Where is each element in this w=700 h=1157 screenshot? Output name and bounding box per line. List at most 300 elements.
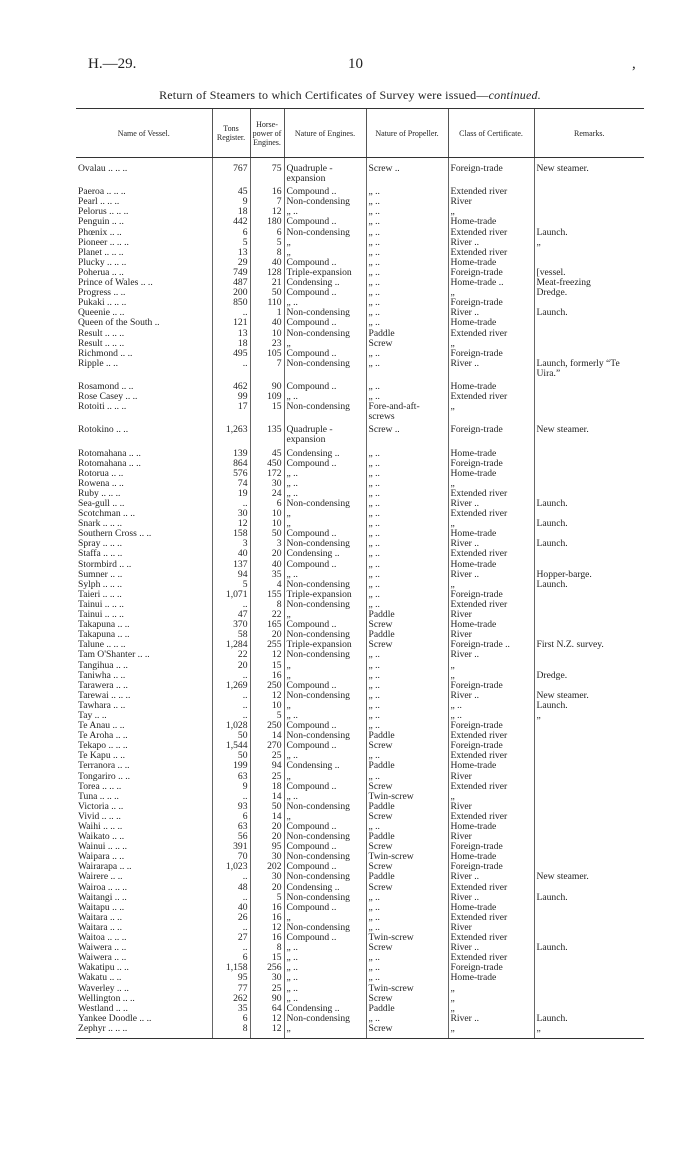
cell-horsepower: 14 [250,812,284,822]
cell-certificate-class: Foreign-trade [448,721,534,731]
cell-tons: 1,284 [212,640,250,650]
cell-horsepower: 10 [250,509,284,519]
cell-remarks [534,248,644,258]
cell-vessel-name: Waihi .. .. .. [78,822,123,832]
cell-vessel-name: Queen of the South .. [78,318,160,329]
cell-horsepower: 50 [250,529,284,539]
cell-horsepower: 180 [250,217,284,227]
cell-vessel-name: Takapuna .. .. [78,620,130,631]
cell-horsepower: 6 [250,499,284,509]
cell-remarks [534,731,644,741]
cell-certificate-class: Extended river [448,933,534,943]
cell-engine-nature: Compound .. [284,288,366,298]
cell-horsepower: 5 [250,711,284,721]
cell-certificate-class: „ [448,339,534,349]
cell-horsepower: 45 [250,446,284,459]
table-row [76,379,644,392]
table-row [76,580,644,590]
cell-engine-nature: „ .. [284,711,366,721]
cell-tons: 137 [212,560,250,570]
cell-engine-nature: Compound .. [284,681,366,691]
cell-vessel-name: Poherua .. .. [78,267,124,278]
cell-certificate-class: „ [448,1024,534,1039]
cell-remarks: Launch, formerly “Te Uira.” [534,359,644,379]
cell-propeller: Twin-screw [366,852,448,862]
table-row [76,1014,644,1024]
cell-engine-nature: Non-condensing [284,1014,366,1024]
cell-remarks [534,349,644,359]
cell-propeller: Screw [366,339,448,349]
cell-horsepower: 256 [250,963,284,973]
cell-remarks: Launch. [534,893,644,903]
cell-engine-nature: „ .. [284,489,366,499]
cell-vessel-name: Paeroa .. .. .. [78,186,126,198]
cell-certificate-class: „ [448,671,534,681]
cell-engine-nature: Compound .. [284,822,366,832]
cell-vessel-name: Talune .. .. .. [78,640,126,651]
cell-tons: 262 [212,994,250,1004]
cell-tons: 95 [212,973,250,983]
cell-certificate-class: „ [448,984,534,994]
cell-remarks [534,298,644,308]
cell-certificate-class: Extended river [448,184,534,197]
cell-engine-nature: Non-condensing [284,499,366,509]
cell-vessel-name: Tangihua .. .. [78,660,128,671]
cell-propeller: Twin-screw [366,933,448,943]
table-row [76,973,644,983]
cell-certificate-class: Home-trade [448,446,534,459]
cell-certificate-class: Foreign-trade [448,741,534,751]
cell-horsepower: 30 [250,973,284,983]
cell-remarks [534,446,644,459]
cell-certificate-class: Extended river [448,913,534,923]
cell-certificate-class: Foreign-trade [448,298,534,308]
cell-tons: 495 [212,349,250,359]
cell-vessel-name: Tay .. .. [78,710,107,721]
cell-tons: 58 [212,630,250,640]
table-row [76,590,644,600]
cell-engine-nature: Non-condensing [284,650,366,660]
cell-remarks [534,903,644,913]
cell-tons: 63 [212,822,250,832]
cell-propeller: „ .. [366,258,448,268]
cell-propeller: „ .. [366,197,448,207]
table-row [76,519,644,529]
cell-propeller: „ .. [366,701,448,711]
cell-engine-nature: Compound .. [284,862,366,872]
cell-tons: .. [212,792,250,802]
cell-tons: 13 [212,248,250,258]
cell-propeller: Screw .. [366,422,448,445]
cell-vessel-name: Prince of Wales .. .. [78,278,153,289]
cell-tons: .. [212,671,250,681]
cell-vessel-name: Tam O'Shanter .. .. [78,650,150,661]
cell-engine-nature: „ [284,661,366,671]
cell-certificate-class: River [448,630,534,640]
cell-horsepower: 10 [250,329,284,339]
cell-remarks [534,197,644,207]
cell-vessel-name: Victoria .. .. [78,801,124,812]
table-row [76,329,644,339]
cell-remarks [534,258,644,268]
cell-remarks [534,963,644,973]
table-row [76,402,644,422]
cell-propeller: „ .. [366,298,448,308]
cell-tons: 40 [212,903,250,913]
cell-engine-nature: Non-condensing [284,402,366,422]
table-row [76,392,644,402]
cell-certificate-class: Foreign-trade [448,459,534,469]
cell-propeller: „ .. [366,359,448,379]
cell-engine-nature: Non-condensing [284,832,366,842]
cell-tons: 93 [212,802,250,812]
cell-tons: 487 [212,278,250,288]
cell-horsepower: 25 [250,751,284,761]
cell-engine-nature: „ [284,671,366,681]
cell-remarks [534,479,644,489]
cell-engine-nature: Compound .. [284,349,366,359]
column-header-certificate: Class of Certificate. [448,109,534,158]
table-row [76,228,644,238]
cell-tons: 6 [212,953,250,963]
cell-horsepower: 75 [250,158,284,185]
cell-propeller: „ .. [366,721,448,731]
cell-horsepower: 16 [250,933,284,943]
cell-engine-nature: „ .. [284,984,366,994]
cell-vessel-name: Planet .. .. .. [78,247,124,258]
cell-tons: 6 [212,812,250,822]
cell-engine-nature: Triple-expansion [284,590,366,600]
cell-tons: 200 [212,288,250,298]
cell-tons: 5 [212,580,250,590]
column-header-horsepower: Horse-power of Engines. [250,109,284,158]
table-row [76,489,644,499]
cell-tons: 48 [212,883,250,893]
cell-vessel-name: Torea .. .. .. [78,781,122,792]
cell-certificate-class: River [448,923,534,933]
cell-certificate-class: Extended river [448,883,534,893]
cell-certificate-class: Extended river [448,329,534,339]
table-row [76,994,644,1004]
cell-propeller: „ .. [366,751,448,761]
cell-horsepower: 15 [250,402,284,422]
cell-tons: 40 [212,549,250,559]
cell-remarks [534,862,644,872]
cell-remarks [534,832,644,842]
cell-vessel-name: Rosamond .. .. [78,380,134,392]
cell-certificate-class: Foreign-trade [448,842,534,852]
table-row [76,549,644,559]
cell-vessel-name: Tarewai .. .. .. [78,690,131,701]
cell-remarks [534,1004,644,1014]
table-row [76,620,644,630]
cell-certificate-class: Foreign-trade [448,422,534,445]
cell-horsepower: 20 [250,549,284,559]
cell-vessel-name: Te Anau .. .. [78,721,125,732]
cell-remarks: Launch. [534,519,644,529]
cell-certificate-class: „ [448,402,534,422]
cell-propeller: Paddle [366,832,448,842]
cell-certificate-class: Foreign-trade [448,681,534,691]
cell-vessel-name: Waikato .. .. [78,832,125,843]
cell-propeller: „ .. [366,681,448,691]
cell-certificate-class: „ [448,519,534,529]
cell-certificate-class: „ [448,1004,534,1014]
cell-vessel-name: Zephyr .. .. .. [76,1024,212,1039]
cell-remarks: [vessel. [534,268,644,278]
cell-horsepower: 40 [250,318,284,328]
cell-vessel-name: Waitara .. .. [78,922,122,933]
cell-vessel-name: Tuna .. .. .. [78,791,119,802]
cell-vessel-name: Te Aroha .. .. [78,731,128,742]
cell-vessel-name: Plucky .. .. .. [78,257,127,268]
cell-propeller: „ .. [366,549,448,559]
cell-vessel-name: Tawhara .. .. [78,700,126,711]
cell-tons: .. [212,691,250,701]
cell-vessel-name: Ovalau .. .. .. [78,163,128,174]
cell-propeller: Paddle [366,761,448,771]
cell-vessel-name: Southern Cross .. .. [78,529,152,540]
cell-certificate-class: Extended river [448,731,534,741]
cell-propeller: „ .. [366,469,448,479]
cell-engine-nature: „ [284,519,366,529]
cell-propeller: „ .. [366,248,448,258]
cell-engine-nature: „ [284,812,366,822]
cell-tons: 576 [212,469,250,479]
cell-remarks [534,984,644,994]
cell-vessel-name: Phœnix .. .. [78,227,122,238]
cell-tons: 6 [212,1014,250,1024]
cell-remarks: Launch. [534,1014,644,1024]
cell-vessel-name: Stormbird .. .. [78,559,132,570]
cell-propeller: „ .. [366,671,448,681]
cell-vessel-name: Staffa .. .. .. [78,549,123,560]
cell-horsepower: 95 [250,842,284,852]
cell-remarks [534,469,644,479]
table-body [76,158,644,1039]
cell-vessel-name: Tainui .. .. .. [78,610,124,621]
cell-tons: 29 [212,258,250,268]
cell-tons: 12 [212,519,250,529]
table-row [76,268,644,278]
table-row [76,610,644,620]
table-row [76,832,644,842]
table-row [76,278,644,288]
cell-propeller: „ .. [366,1014,448,1024]
table-row [76,893,644,903]
cell-remarks [534,772,644,782]
cell-vessel-name: Scotchman .. .. [78,509,136,520]
cell-horsepower: 255 [250,640,284,650]
table-row [76,529,644,539]
cell-vessel-name: Vivid .. .. .. [78,811,121,822]
cell-certificate-class: „ .. [448,711,534,721]
cell-horsepower: 135 [250,422,284,445]
cell-propeller: Paddle [366,731,448,741]
cell-remarks [534,610,644,620]
cell-propeller: „ .. [366,184,448,197]
cell-certificate-class: Extended river [448,549,534,559]
cell-certificate-class: Home-trade [448,379,534,392]
table-header-row [76,109,644,158]
cell-propeller: „ .. [366,580,448,590]
cell-engine-nature: Compound .. [284,529,366,539]
table-row [76,671,644,681]
cell-certificate-class: Foreign-trade [448,268,534,278]
table-row [76,446,644,459]
table-row [76,359,644,379]
cell-engine-nature: Non-condensing [284,580,366,590]
table-row [76,339,644,349]
cell-horsepower: 4 [250,580,284,590]
cell-propeller: „ .. [366,238,448,248]
cell-tons: 27 [212,933,250,943]
cell-remarks [534,329,644,339]
table-row [76,560,644,570]
cell-tons: 50 [212,751,250,761]
column-header-engines: Nature of Engines. [284,109,366,158]
table-row [76,701,644,711]
cell-certificate-class: River .. [448,1014,534,1024]
cell-vessel-name: Rotoiti .. .. .. [78,402,127,413]
cell-propeller: „ .. [366,479,448,489]
cell-propeller: „ .. [366,288,448,298]
cell-engine-nature: „ .. [284,953,366,963]
cell-certificate-class: River [448,802,534,812]
cell-engine-nature: Non-condensing [284,893,366,903]
cell-propeller: Paddle [366,872,448,882]
cell-engine-nature: Non-condensing [284,308,366,318]
cell-engine-nature: Condensing .. [284,761,366,771]
cell-tons: 370 [212,620,250,630]
cell-vessel-name: Tainui .. .. .. [78,599,124,610]
cell-engine-nature: „ [284,913,366,923]
cell-tons: 767 [212,158,250,185]
cell-remarks [534,751,644,761]
cell-certificate-class: River .. [448,650,534,660]
table-row [76,842,644,852]
cell-remarks [534,661,644,671]
cell-certificate-class: Home-trade [448,560,534,570]
cell-certificate-class: River .. [448,539,534,549]
cell-tons: 3 [212,539,250,549]
cell-vessel-name: Waitara .. .. [78,912,122,923]
cell-tons: 462 [212,379,250,392]
cell-propeller: „ .. [366,772,448,782]
cell-horsepower: 110 [250,298,284,308]
table-row [76,248,644,258]
cell-engine-nature: Non-condensing [284,731,366,741]
cell-remarks: „ [534,711,644,721]
table-title [0,88,700,103]
cell-remarks: Hopper-barge. [534,570,644,580]
cell-tons: .. [212,701,250,711]
cell-certificate-class: Home-trade .. [448,278,534,288]
cell-propeller: Screw [366,620,448,630]
table-row [76,640,644,650]
cell-propeller: „ .. [366,650,448,660]
cell-propeller: „ .. [366,308,448,318]
cell-tons: 1,071 [212,590,250,600]
cell-vessel-name: Snark .. .. .. [78,519,122,530]
table-row [76,953,644,963]
cell-vessel-name: Tongariro .. .. [78,771,131,782]
cell-certificate-class: Extended river [448,751,534,761]
cell-tons: .. [212,923,250,933]
title-main: Return of Steamers to which Certificates of Survey were issued— [159,88,489,102]
cell-remarks [534,842,644,852]
cell-certificate-class: River [448,197,534,207]
cell-remarks [534,721,644,731]
table-row [76,630,644,640]
table-row [76,1004,644,1014]
cell-vessel-name: Sumner .. .. [78,569,123,580]
cell-tons: 13 [212,329,250,339]
table-row [76,570,644,580]
cell-vessel-name: Waverley .. .. [78,983,129,994]
cell-certificate-class: „ [448,207,534,217]
cell-propeller: „ .. [366,691,448,701]
cell-remarks: Dredge. [534,671,644,681]
cell-propeller: Screw [366,782,448,792]
cell-propeller: Paddle [366,630,448,640]
table-row [76,207,644,217]
cell-horsepower: 16 [250,903,284,913]
cell-remarks [534,650,644,660]
cell-remarks [534,620,644,630]
table-row [76,661,644,671]
cell-vessel-name: Wairoa .. .. .. [78,882,128,893]
cell-tons: 1,028 [212,721,250,731]
cell-remarks: New steamer. [534,158,644,185]
cell-horsepower: 7 [250,359,284,379]
cell-tons: 19 [212,489,250,499]
table-row [76,308,644,318]
cell-certificate-class: River [448,610,534,620]
cell-engine-nature: Non-condensing [284,329,366,339]
cell-propeller: „ .. [366,600,448,610]
cell-horsepower: 6 [250,228,284,238]
cell-certificate-class: Foreign-trade [448,158,534,185]
cell-engine-nature: Non-condensing [284,228,366,238]
page-header [0,56,700,78]
cell-remarks [534,852,644,862]
cell-certificate-class: Extended river [448,600,534,610]
cell-horsepower: 250 [250,681,284,691]
cell-vessel-name: Waitoa .. .. .. [78,933,127,944]
cell-tons: 391 [212,842,250,852]
column-header-remarks: Remarks. [534,109,644,158]
cell-vessel-name: Waiwera .. .. [78,943,127,954]
cell-engine-nature: Condensing .. [284,549,366,559]
cell-certificate-class: „ [448,479,534,489]
table-row [76,721,644,731]
cell-vessel-name: Result .. .. .. [78,328,125,339]
cell-certificate-class: Foreign-trade [448,590,534,600]
cell-propeller: Screw [366,1024,448,1039]
cell-tons: 99 [212,392,250,402]
cell-certificate-class: Extended river [448,509,534,519]
cell-vessel-name: Penguin .. .. [78,217,124,228]
table-row [76,852,644,862]
cell-horsepower: 12 [250,923,284,933]
cell-engine-nature: Compound .. [284,217,366,227]
cell-engine-nature: Non-condensing [284,802,366,812]
cell-certificate-class: Extended river [448,782,534,792]
cell-tons: 5 [212,238,250,248]
cell-vessel-name: Rotorua .. .. [78,468,124,479]
cell-horsepower: 90 [250,379,284,392]
